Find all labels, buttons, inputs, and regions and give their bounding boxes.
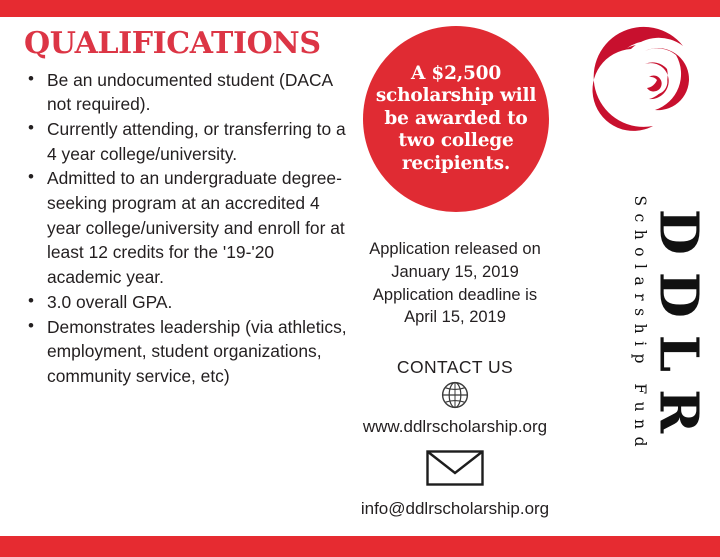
website-link[interactable]: www.ddlrscholarship.org xyxy=(362,417,548,436)
qualifications-section xyxy=(22,28,352,389)
qualifications-list xyxy=(22,68,352,389)
globe-icon-row xyxy=(330,379,580,417)
scholarship-amount-badge xyxy=(363,26,549,212)
bottom-accent-bar xyxy=(0,536,720,557)
qualification-item: • Admitted to an undergraduate degree-seeking program at an accredited 4 year college/university and enroll for at least 12 credits for the '19-'20 academic year. xyxy=(22,166,352,290)
ddlr-rose-spiral-logo-icon xyxy=(583,22,697,136)
envelope-icon-row xyxy=(330,437,580,499)
vertical-brand-wordmark xyxy=(578,150,708,520)
brand-initials: DDLR xyxy=(647,208,710,451)
contact-section xyxy=(330,357,580,519)
badge-text: A $2,500 scholarship will be awarded to two college recipients. xyxy=(375,63,537,174)
deadline-label: Application deadline is xyxy=(372,285,538,304)
email-link[interactable]: info@ddlrscholarship.org xyxy=(360,499,550,518)
globe-icon xyxy=(440,380,470,415)
release-date: January 15, 2019 xyxy=(391,262,519,281)
brand-subtitle: Scholarship Fund xyxy=(630,195,649,455)
top-accent-bar xyxy=(0,0,720,17)
envelope-icon xyxy=(426,450,484,491)
release-label: Application released on xyxy=(369,240,541,258)
deadline-date: April 15, 2019 xyxy=(404,308,506,327)
qualifications-title: QUALIFICATIONS xyxy=(24,26,321,61)
contact-heading: CONTACT US xyxy=(396,357,514,377)
application-dates xyxy=(345,238,565,329)
qualification-item: • Be an undocumented student (DACA not required). xyxy=(22,68,352,117)
qualification-item: • Currently attending, or transferring to a 4 year college/university. xyxy=(22,117,352,166)
qualification-item: • Demonstrates leadership (via athletics, employment, student organizations, community service, etc) xyxy=(22,315,352,389)
qualification-item: • 3.0 overall GPA. xyxy=(22,290,352,315)
